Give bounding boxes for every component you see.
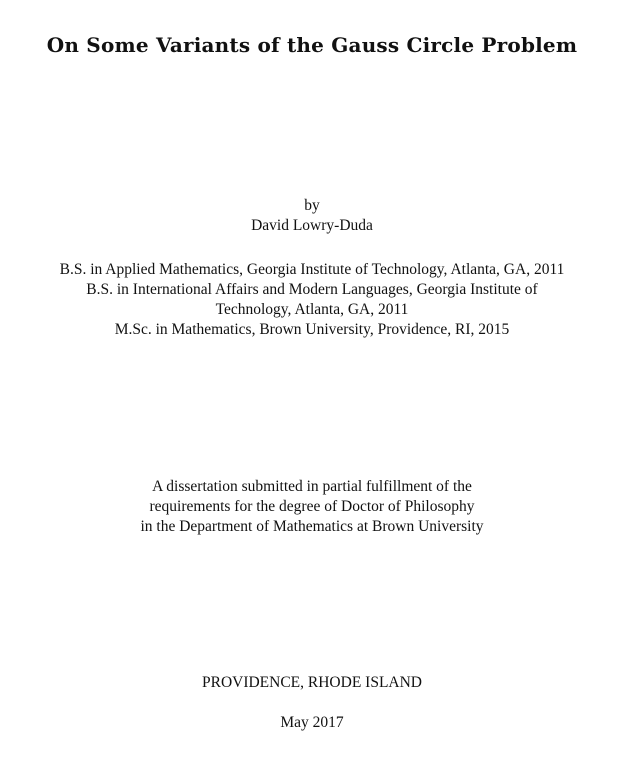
degrees-list — [0, 260, 624, 340]
statement-line: A dissertation submitted in partial fulfillment of the — [152, 478, 472, 495]
byline — [0, 196, 624, 236]
statement-line: requirements for the degree of Doctor of Philosophy — [149, 498, 475, 515]
degree-line: Technology, Atlanta, GA, 2011 — [215, 301, 409, 318]
author-name: David Lowry-Duda — [251, 217, 373, 234]
degree-line: B.S. in International Affairs and Modern Languages, Georgia Institute of — [86, 281, 538, 298]
dissertation-title: On Some Variants of the Gauss Circle Problem — [46, 33, 578, 57]
by-label: by — [304, 197, 320, 214]
place-of-submission: PROVIDENCE, RHODE ISLAND — [201, 674, 422, 691]
dissertation-statement — [0, 477, 624, 537]
degree-line: M.Sc. in Mathematics, Brown University, Providence, RI, 2015 — [114, 321, 510, 338]
submission-date: May 2017 — [280, 714, 344, 731]
degree-line: B.S. in Applied Mathematics, Georgia Institute of Technology, Atlanta, GA, 2011 — [59, 261, 565, 278]
statement-line: in the Department of Mathematics at Brown University — [140, 518, 484, 535]
